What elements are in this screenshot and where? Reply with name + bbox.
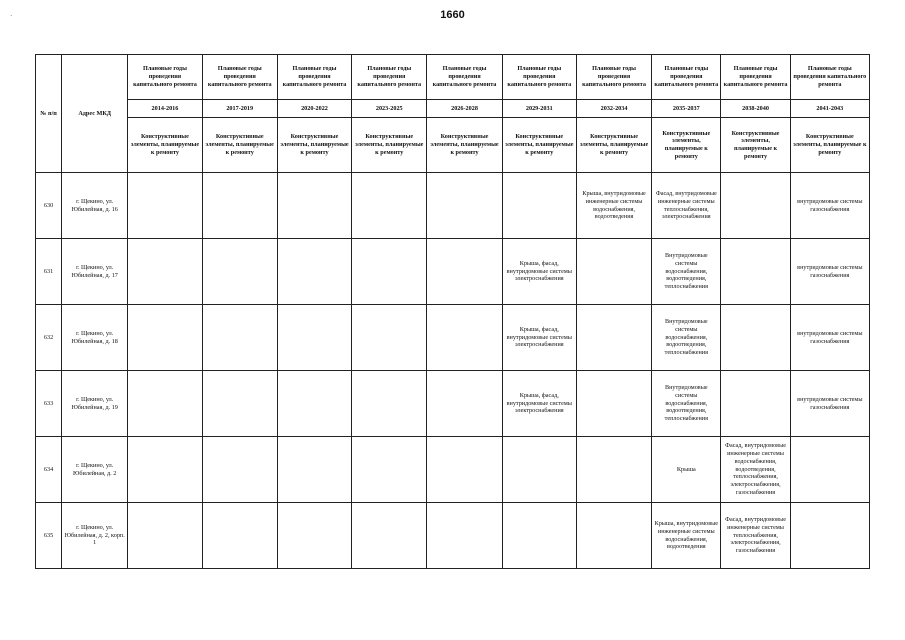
header-planned-years: Плановые годы проведения капитального ремонта [202, 55, 277, 100]
repair-cell [277, 371, 351, 437]
header-year-range: 2041-2043 [790, 100, 869, 118]
table-row [36, 437, 870, 503]
header-planned-years: Плановые годы проведения капитального ремонта [576, 55, 651, 100]
row-address: г. Щекино, ул. Юбилейная, д. 2, корп. 1 [62, 503, 128, 569]
header-number: № п/п [36, 55, 62, 173]
header-elements: Конструктивные элементы, планируемые к ремонту [652, 118, 721, 173]
repair-cell [277, 305, 351, 371]
header-elements: Конструктивные элементы, планируемые к ремонту [576, 118, 651, 173]
header-planned-years: Плановые годы проведения капитального ремонта [352, 55, 427, 100]
header-year-range: 2017-2019 [202, 100, 277, 118]
repair-cell: внутридомовые системы газоснабжения [790, 305, 869, 371]
header-year-range: 2029-2031 [502, 100, 576, 118]
header-year-range: 2020-2022 [277, 100, 351, 118]
header-elements: Конструктивные элементы, планируемые к ремонту [352, 118, 427, 173]
row-address: г. Щекино, ул. Юбилейная, д. 16 [62, 173, 128, 239]
repair-cell [202, 305, 277, 371]
repair-cell [427, 305, 502, 371]
repair-cell [202, 173, 277, 239]
header-planned-years: Плановые годы проведения капитального ремонта [502, 55, 576, 100]
repair-cell: Фасад, внутридомовые инженерные системы водоснабжения, водоотведения, теплоснабжения, электроснабжения, газоснабжения [721, 437, 790, 503]
repair-cell [128, 305, 202, 371]
header-elements: Конструктивные элементы, планируемые к ремонту [277, 118, 351, 173]
capital-repair-table [35, 54, 870, 569]
repair-cell [502, 173, 576, 239]
header-planned-years: Плановые годы проведения капитального ремонта [427, 55, 502, 100]
repair-cell [128, 503, 202, 569]
repair-cell [427, 173, 502, 239]
header-elements: Конструктивные элементы, планируемые к ремонту [721, 118, 790, 173]
repair-cell [427, 239, 502, 305]
repair-cell [277, 239, 351, 305]
repair-cell [721, 173, 790, 239]
repair-cell: Крыша, внутридомовые инженерные системы водоснабжения, водоотведения [576, 173, 651, 239]
header-row-elements [36, 118, 870, 173]
repair-cell: внутридомовые системы газоснабжения [790, 371, 869, 437]
table-row [36, 305, 870, 371]
repair-cell [352, 173, 427, 239]
repair-cell [576, 503, 651, 569]
repair-cell: внутридомовые системы газоснабжения [790, 239, 869, 305]
repair-cell [352, 503, 427, 569]
repair-cell [202, 503, 277, 569]
header-planned-years: Плановые годы проведения капитального ремонта [128, 55, 202, 100]
repair-cell [427, 503, 502, 569]
row-address: г. Щекино, ул. Юбилейная, д. 2 [62, 437, 128, 503]
repair-cell [721, 239, 790, 305]
header-row-planned [36, 55, 870, 100]
repair-cell [721, 305, 790, 371]
repair-cell [790, 437, 869, 503]
header-year-range: 2026-2028 [427, 100, 502, 118]
table-row [36, 239, 870, 305]
repair-cell: Внутридомовые системы водоснабжения, водоотведения, теплоснабжения [652, 371, 721, 437]
repair-cell: внутридомовые системы газоснабжения [790, 173, 869, 239]
row-address: г. Щекино, ул. Юбилейная, д. 19 [62, 371, 128, 437]
table-row [36, 371, 870, 437]
repair-cell: Внутридомовые системы водоснабжения, водоотведения, теплоснабжения [652, 305, 721, 371]
repair-cell: Внутридомовые системы водоснабжения, водоотведения, теплоснабжения [652, 239, 721, 305]
row-number: 634 [36, 437, 62, 503]
repair-cell [202, 371, 277, 437]
repair-cell [352, 371, 427, 437]
repair-cell: Фасад, внутридомовые инженерные системы теплоснабжения, электроснабжения [652, 173, 721, 239]
repair-cell [277, 503, 351, 569]
repair-cell [576, 239, 651, 305]
repair-cell [502, 503, 576, 569]
page-number: 1660 [440, 9, 465, 21]
header-planned-years: Плановые годы проведения капитального ремонта [652, 55, 721, 100]
repair-cell [721, 371, 790, 437]
repair-cell [576, 437, 651, 503]
repair-cell [576, 371, 651, 437]
header-elements: Конструктивные элементы, планируемые к ремонту [202, 118, 277, 173]
header-planned-years: Плановые годы проведения капитального ремонта [790, 55, 869, 100]
header-year-range: 2035-2037 [652, 100, 721, 118]
repair-cell: Крыша, фасад, внутридомовые системы электроснабжения [502, 239, 576, 305]
row-number: 632 [36, 305, 62, 371]
repair-cell [277, 173, 351, 239]
repair-cell: Фасад, внутридомовые инженерные системы теплоснабжения, электроснабжения, газоснабжения [721, 503, 790, 569]
header-planned-years: Плановые годы проведения капитального ремонта [721, 55, 790, 100]
repair-cell [576, 305, 651, 371]
header-year-range: 2038-2040 [721, 100, 790, 118]
row-number: 630 [36, 173, 62, 239]
repair-cell [427, 371, 502, 437]
repair-cell: Крыша, фасад, внутридомовые системы электроснабжения [502, 305, 576, 371]
repair-cell [352, 305, 427, 371]
repair-cell [352, 239, 427, 305]
scan-speck: · [10, 12, 13, 20]
repair-cell [202, 437, 277, 503]
repair-cell [128, 371, 202, 437]
header-year-range: 2032-2034 [576, 100, 651, 118]
header-year-range: 2014-2016 [128, 100, 202, 118]
table-row [36, 173, 870, 239]
repair-cell [128, 437, 202, 503]
repair-cell [277, 437, 351, 503]
row-address: г. Щекино, ул. Юбилейная, д. 17 [62, 239, 128, 305]
repair-cell: Крыша [652, 437, 721, 503]
repair-cell [502, 437, 576, 503]
header-elements: Конструктивные элементы, планируемые к ремонту [427, 118, 502, 173]
repair-cell [128, 239, 202, 305]
row-address: г. Щекино, ул. Юбилейная, д. 18 [62, 305, 128, 371]
repair-cell [202, 239, 277, 305]
header-planned-years: Плановые годы проведения капитального ремонта [277, 55, 351, 100]
header-row-years [36, 100, 870, 118]
row-number: 631 [36, 239, 62, 305]
header-elements: Конструктивные элементы, планируемые к ремонту [502, 118, 576, 173]
row-number: 633 [36, 371, 62, 437]
header-address: Адрес МКД [62, 55, 128, 173]
header-year-range: 2023-2025 [352, 100, 427, 118]
repair-cell [128, 173, 202, 239]
header-elements: Конструктивные элементы, планируемые к ремонту [790, 118, 869, 173]
repair-cell [352, 437, 427, 503]
header-elements: Конструктивные элементы, планируемые к ремонту [128, 118, 202, 173]
repair-cell [427, 437, 502, 503]
repair-cell: Крыша, внутридомовые инженерные системы водоснабжения, водоотведения [652, 503, 721, 569]
row-number: 635 [36, 503, 62, 569]
repair-cell [790, 503, 869, 569]
repair-cell: Крыша, фасад, внутридомовые системы электроснабжения [502, 371, 576, 437]
table-row [36, 503, 870, 569]
